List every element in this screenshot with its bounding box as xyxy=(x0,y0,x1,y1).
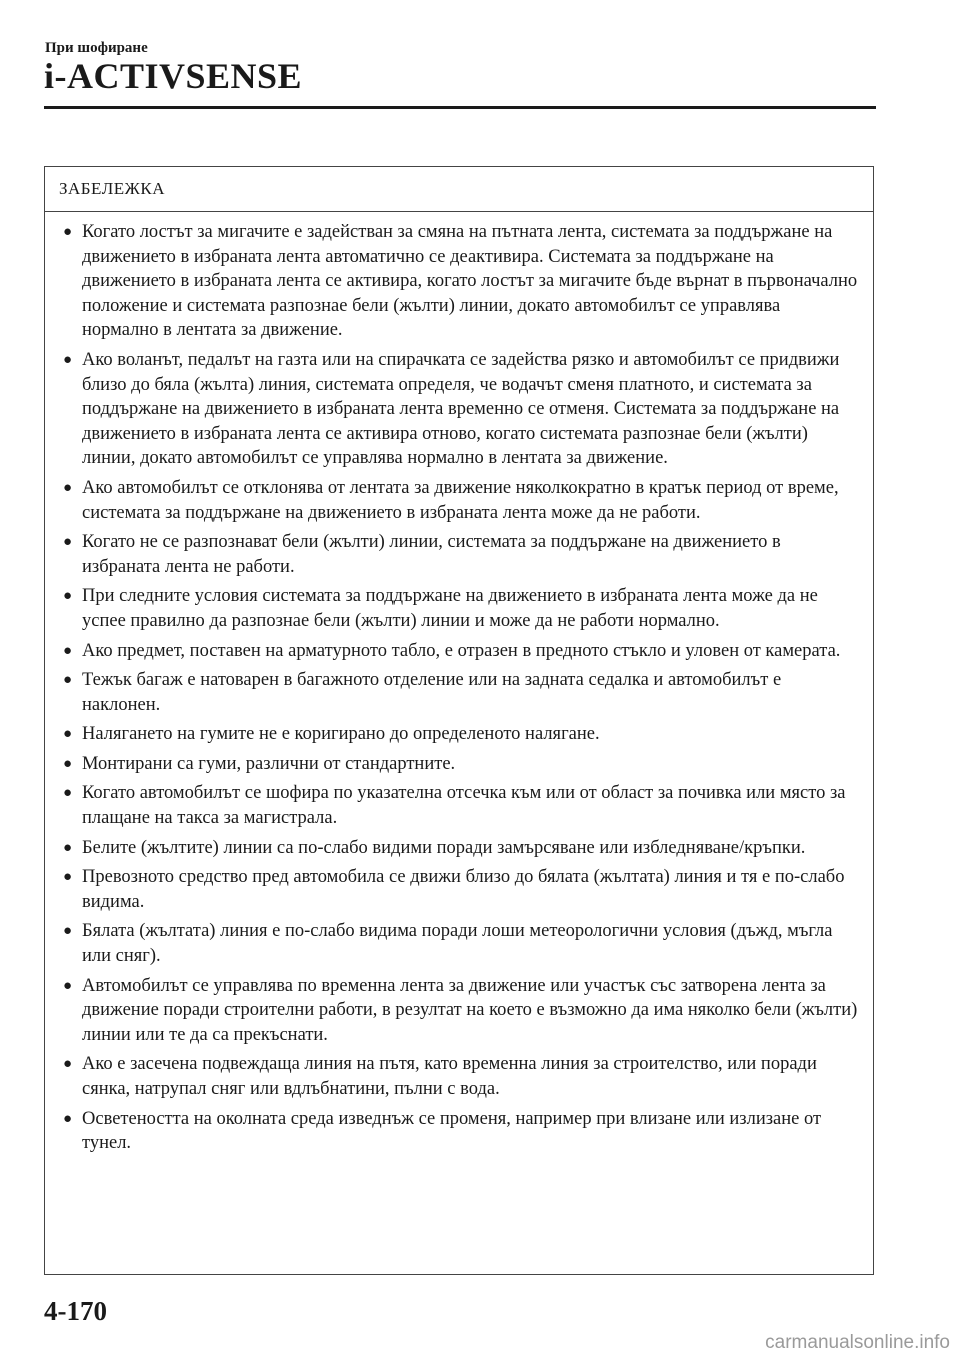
note-box xyxy=(44,166,874,1275)
bullet-icon: ● xyxy=(63,642,73,659)
list-item xyxy=(63,1107,859,1156)
list-item xyxy=(63,530,859,579)
list-item-text: Монтирани са гуми, различни от стандартните. xyxy=(82,753,456,774)
list-item-text: Ако е засечена подвеждаща линия на пътя, като временна линия за строителство, или поради сянка, натрупал сняг или вдлъбнатини, пълни с вода. xyxy=(82,1054,817,1099)
list-item-text: Превозното средство пред автомобила се движи близо до бялата (жълтата) линия и тя е по-слабо видима. xyxy=(82,867,845,912)
bullet-icon: ● xyxy=(63,351,73,368)
list-item xyxy=(63,974,859,1048)
page-number: 4-170 xyxy=(44,1296,107,1326)
bullet-icon: ● xyxy=(63,785,73,802)
watermark-link[interactable]: carmanualsonline.info xyxy=(765,1332,950,1353)
list-item xyxy=(63,722,859,747)
bullet-icon: ● xyxy=(63,1056,73,1073)
note-heading: ЗАБЕЛЕЖКА xyxy=(45,167,873,212)
note-list xyxy=(45,212,873,1156)
bullet-icon: ● xyxy=(63,588,73,605)
list-item-text: При следните условия системата за поддържане на движението в избраната лента може да не успее правилно да разпознае бели (жълти) линии и може да не работи нормално. xyxy=(82,586,818,631)
list-item-text: Белите (жълтите) линии са по-слабо видими поради замърсяване или избледняване/кръпки. xyxy=(82,837,806,858)
bullet-icon: ● xyxy=(63,726,73,743)
list-item xyxy=(63,1052,859,1101)
bullet-icon: ● xyxy=(63,1110,73,1127)
list-item-text: Когато лостът за мигачите е задействан за смяна на пътната лента, системата за поддържане на движението в избраната лента автоматично се деактивира. Системата за поддържане на движението в избраната лента се активира, когато лостът за мигачите бъде върнат в първоначално положение и системата разпознае бели (жълти) линии, докато автомобилът се управлява нормално в лентата за движение. xyxy=(82,222,858,341)
list-item xyxy=(63,639,859,664)
chapter-title: i-ACTIVSENSE xyxy=(44,56,303,96)
list-item-text: Ако воланът, педалът на газта или на спирачката се задейства рязко и автомобилът се придвижи близо до бяла (жълта) линия, системата определя, че водачът сменя платното, и системата за поддържане на движението в избраната лента временно се отменя. Системата за поддържане на движението в избраната лента се активира отново, когато системата разпознае бели (жълти) линии, докато автомобилът се управлява нормално в лентата за движение. xyxy=(82,349,840,469)
list-item-text: Ако предмет, поставен на арматурното табло, е отразен в предното стъкло и уловен от камерата. xyxy=(82,640,841,661)
list-item xyxy=(63,781,859,830)
list-item-text: Когато не се разпознават бели (жълти) линии, системата за поддържане на движението в избраната лента не работи. xyxy=(82,532,781,577)
list-item xyxy=(63,836,859,861)
list-item xyxy=(63,584,859,633)
list-item xyxy=(63,348,859,471)
list-item xyxy=(63,865,859,914)
bullet-icon: ● xyxy=(63,977,73,994)
list-item-text: Ако автомобилът се отклонява от лентата за движение няколкократно в кратък период от време, системата за поддържане на движението в избраната лента може да не работи. xyxy=(82,477,839,523)
list-item-text: Тежък багаж е натоварен в багажното отделение или на задната седалка и автомобилът е наклонен. xyxy=(82,670,782,715)
bullet-icon: ● xyxy=(63,839,73,856)
list-item xyxy=(63,220,859,343)
list-item xyxy=(63,919,859,968)
list-item-text: Автомобилът се управлява по временна лента за движение или участък със затворена лента за движение поради строителни работи, в резултат на което е възможно да има няколко бели (жълти) линии или те да са прекъснати. xyxy=(82,975,858,1045)
list-item-text: Бялата (жълтата) линия е по-слабо видима поради лоши метеорологични условия (дъжд, мъгла или сняг). xyxy=(82,921,833,967)
list-item xyxy=(63,668,859,717)
bullet-icon: ● xyxy=(63,755,73,772)
list-item xyxy=(63,476,859,525)
list-item-text: Осветеността на околната среда изведнъж се променя, например при влизане или излизане от тунел. xyxy=(82,1108,822,1154)
bullet-icon: ● xyxy=(63,923,73,940)
header-rule xyxy=(44,106,876,109)
bullet-icon: ● xyxy=(63,534,73,551)
list-item xyxy=(63,752,859,777)
section-label: При шофиране xyxy=(45,40,148,56)
bullet-icon: ● xyxy=(63,479,73,496)
list-item-text: Когато автомобилът се шофира по указателна отсечка към или от област за почивка или място за плащане на такса за магистрала. xyxy=(82,783,846,829)
bullet-icon: ● xyxy=(63,672,73,689)
bullet-icon: ● xyxy=(63,869,73,886)
bullet-icon: ● xyxy=(63,224,73,240)
list-item-text: Налягането на гумите не е коригирано до определеното налягане. xyxy=(82,724,600,745)
